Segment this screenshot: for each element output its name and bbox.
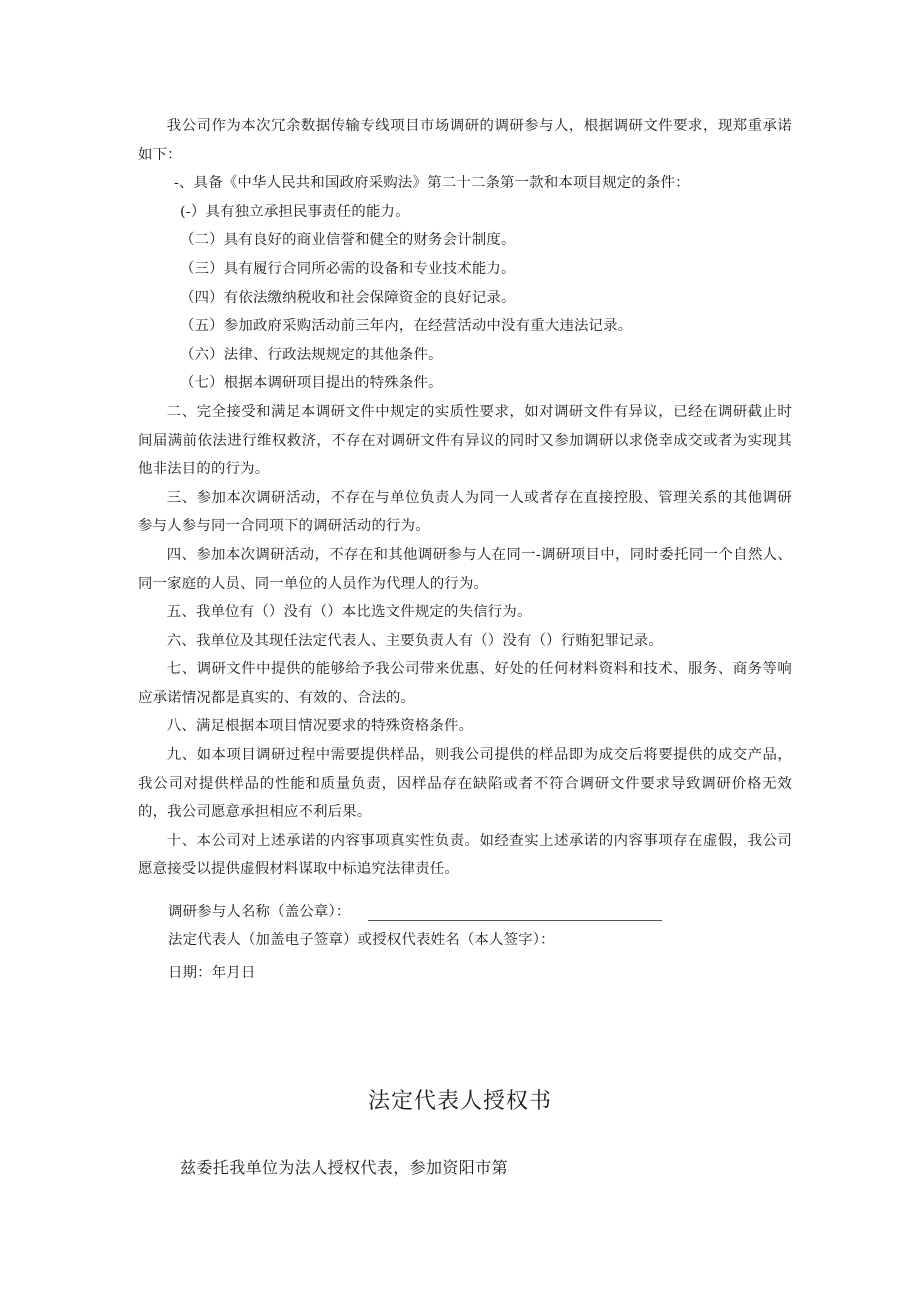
participant-name-label: 调研参与人名称（盖公章）： [168,904,351,920]
item-3: 三、参加本次调研活动，不存在与单位负责人为同一人或者存在直接控股、管理关系的其他调研参与人参与同一合同项下的调研活动的行为。 [138,489,792,535]
item-4: 四、参加本次调研活动，不存在和其他调研参与人在同一-调研项目中，同时委托同一个自然人、同一家庭的人员、同一单位的人员作为代理人的行为。 [138,546,792,592]
item-5: 五、我单位有（）没有（）本比选文件规定的失信行为。 [166,604,532,621]
participant-name-field[interactable] [368,908,662,921]
auth-text: 兹委托我单位为法人授权代表，参加资阳市第 [180,1158,509,1177]
signature-date-row [168,961,256,982]
item-8: 八、满足根据本项目情况要求的特殊资格条件。 [166,718,474,735]
item-1: -、具备《中华人民共和国政府采购法》第二十二条第一款和本项目规定的条件： [174,175,690,192]
sub-item: （三）具有履行合同所必需的设备和专业技术能力。 [180,260,516,277]
sub-item: (-）具有独立承担民事责任的能力。 [180,203,410,220]
item-9: 九、如本项目调研过程中需要提供样品，则我公司提供的样品即为成交后将要提供的成交产品，我公司对提供样品的性能和质量负责，因样品存在缺陷或者不符合调研文件要求导致调研价格无效的，我公司愿意承担相应不利后果。 [138,747,792,821]
commitment-body [138,112,792,884]
sub-item: （六）法律、行政法规规定的其他条件。 [180,346,443,363]
item-7: 七、调研文件中提供的能够给予我公司带来优惠、好处的任何材料资料和技术、服务、商务等响应承诺情况都是真实的、有效的、合法的。 [138,661,792,706]
item-6: 六、我单位及其现任法定代表人、主要负责人有（）没有（）行贿犯罪记录。 [166,632,663,649]
signature-name-row [168,900,662,921]
sub-item: （五）参加政府采购活动前三年内，在经营活动中没有重大违法记录。 [180,318,633,335]
signature-rep-row [168,928,555,949]
date-label: 日期：年月日 [168,965,256,981]
item-2: 二、完全接受和满足本调研文件中规定的实质性要求，如对调研文件有异议，已经在调研截止时间届满前依法进行维权救济，不存在对调研文件有异议的同时又参加调研以求侥幸成交或者为实现其他非法目的的行为。 [138,403,792,478]
auth-title: 法定代表人授权书 [367,1089,552,1114]
sub-item: （七）根据本调研项目提出的特殊条件。 [180,375,443,392]
intro-paragraph: 我公司作为本次冗余数据传输专线项目市场调研的调研参与人，根据调研文件要求，现郑重承诺如下： [138,118,792,163]
sub-item: （四）有依法缴纳税收和社会保障资金的良好记录。 [180,289,516,306]
sub-item: （二）具有良好的商业信誉和健全的财务会计制度。 [180,232,516,249]
item-10: 十、本公司对上述承诺的内容事项真实性负责。如经查实上述承诺的内容事项存在虚假，我公司愿意接受以提供虚假材料谋取中标追究法律责任。 [138,832,792,878]
representative-label: 法定代表人（加盖电子签章）或授权代表姓名（本人签字）： [168,932,555,948]
